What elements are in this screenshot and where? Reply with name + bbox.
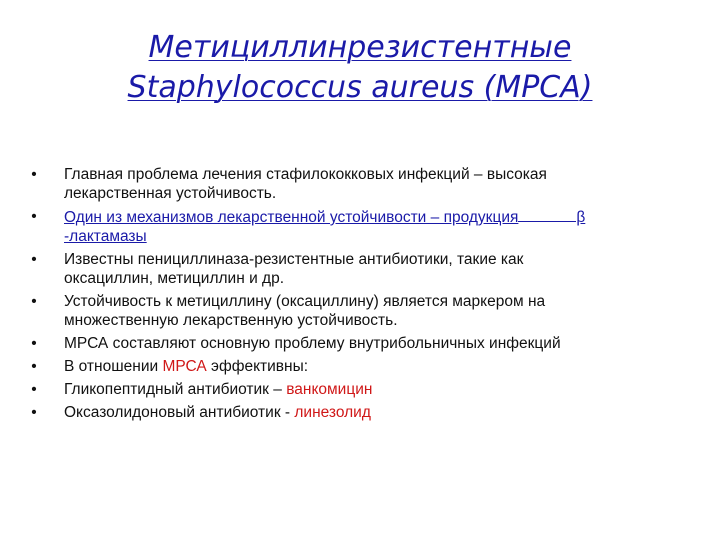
bullet-item-oxazolidinone (28, 403, 688, 422)
bullet-item-glycopeptide (28, 380, 688, 399)
bullet-icon: • (31, 166, 37, 183)
bullet-text-pre: Оксазолидоновый антибиотик - (64, 404, 295, 421)
bullet-text-highlight: ванкомицин (286, 381, 373, 398)
title-line-2: Staphylococcus aureus (MPCA) (127, 70, 593, 105)
beta-gap (518, 207, 576, 222)
bullet-text-line-1: Главная проблема лечения стафилококковых инфекций – высокая (64, 166, 547, 183)
mechanism-link[interactable] (64, 209, 585, 245)
title-line-1: Метициллинрезистентные (148, 30, 572, 65)
bullet-text-line-2: -лактамазы (64, 228, 147, 245)
bullet-text: МРСА составляют основную проблему внутрибольничных инфекций (64, 335, 561, 352)
bullet-item-hospital (28, 334, 688, 353)
bullet-item-resistance (28, 165, 688, 203)
bullet-icon: • (31, 335, 37, 352)
bullet-item-marker (28, 292, 688, 330)
bullet-icon: • (31, 381, 37, 398)
bullet-icon: • (31, 208, 37, 225)
bullet-text-line-2: лекарственная устойчивость. (64, 185, 277, 202)
bullet-icon: • (31, 404, 37, 421)
bullet-icon: • (31, 293, 37, 310)
slide-title (0, 28, 720, 108)
bullet-text-line-1: Устойчивость к метициллину (оксациллину) является маркером на (64, 293, 546, 310)
bullet-list (28, 165, 688, 426)
bullet-text-post: эффективны: (206, 358, 309, 375)
beta-symbol: β (576, 209, 586, 226)
bullet-text-line-1: Один из механизмов лекарственной устойчивости – продукция (64, 209, 519, 226)
bullet-item-effective (28, 357, 688, 376)
bullet-item-mechanism (28, 207, 688, 246)
bullet-icon: • (31, 251, 37, 268)
bullet-text-pre: Гликопептидный антибиотик – (64, 381, 287, 398)
bullet-text-highlight: МРСА (162, 358, 207, 375)
bullet-item-penicillinase (28, 250, 688, 288)
bullet-text-pre: В отношении (64, 358, 163, 375)
bullet-text-line-1: Известны пенициллиназа-резистентные антибиотики, такие как (64, 251, 524, 268)
bullet-icon: • (31, 358, 37, 375)
bullet-text-line-2: множественную лекарственную устойчивость. (64, 312, 398, 329)
bullet-text-line-2: оксациллин, метициллин и др. (64, 270, 285, 287)
bullet-text-highlight: линезолид (294, 404, 371, 421)
